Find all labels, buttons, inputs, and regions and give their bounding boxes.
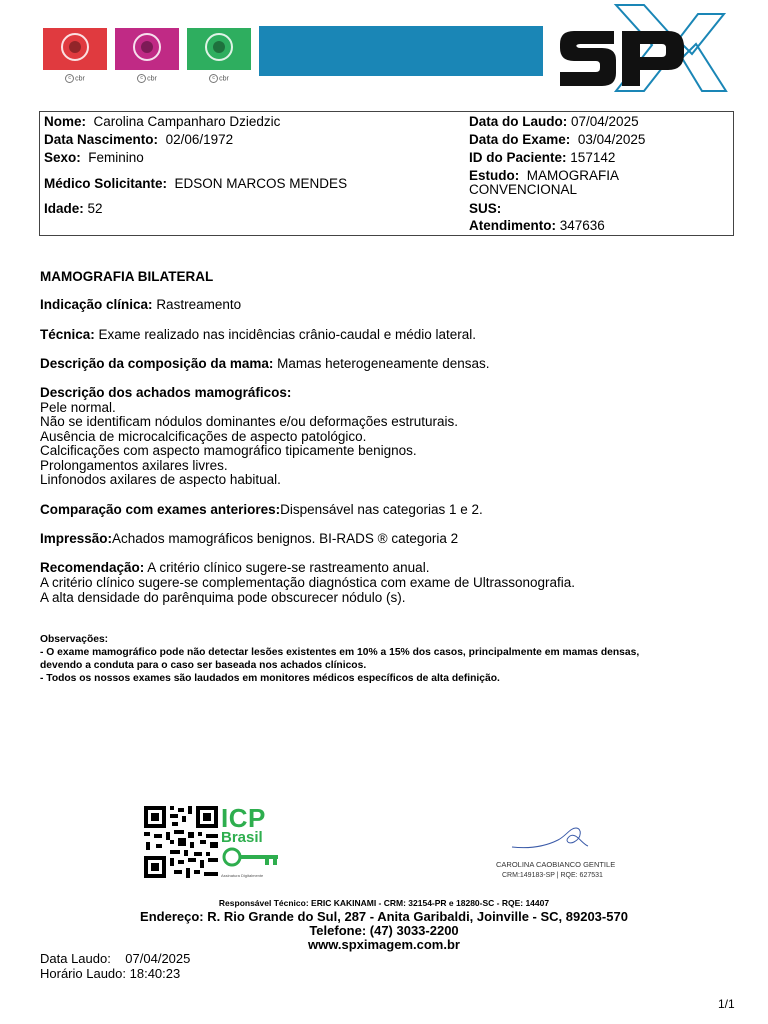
cbr-label: cbr [147,75,157,83]
footer-report-date: Data Laudo: 07/04/2025 [40,951,191,966]
spx-logo [556,2,736,94]
findings-heading: Descrição dos achados mamográficos: [40,385,292,400]
patient-name: Carolina Campanharo Dziedzic [93,114,281,129]
sex-row: Sexo: Feminino [44,150,144,165]
age-value: 52 [87,201,103,216]
age-row: Idade: 52 [44,201,103,216]
patient-info-box [39,111,734,236]
website-link[interactable]: www.spximagem.com.br [308,937,460,952]
signer-crm: CRM:149183-SP | RQE: 627531 [502,872,603,879]
phone: Telefone: (47) 3033-2200 [309,923,459,938]
finding-line: Ausência de microcalcificações de aspecto patológico. [40,429,367,444]
observation-line: - Todos os nossos exames são laudados em monitores médicos específicos de alta definição. [40,673,500,684]
signer-name: CAROLINA CAOBIANCO GENTILE [496,860,616,869]
recommendation-line: A alta densidade do parênquima pode obscurecer nódulo (s). [40,590,406,605]
attendance-row: Atendimento: 347636 [469,218,605,233]
cbr-seal-red [43,28,107,70]
cbr-seal-magenta [115,28,179,70]
finding-line: Linfonodos axilares de aspecto habitual. [40,472,281,487]
exam-date: 03/04/2025 [577,132,646,147]
icp-small-text: Assinatura Digitalmente [221,873,264,878]
requesting-doctor: EDSON MARCOS MENDES [174,176,348,191]
study-value-line1: MAMOGRAFIA [526,168,620,183]
patient-id-row: ID do Paciente: 157142 [469,150,616,165]
patient-name-row: Nome: Carolina Campanharo Dziedzic [44,114,281,129]
sex-value: Feminino [88,150,144,165]
report-title: MAMOGRAFIA BILATERAL [40,269,214,284]
cbr-label: cbr [219,75,229,83]
handwritten-signature [510,822,590,856]
recommendation-line: A critério clínico sugere-se complementação diagnóstica com exame de Ultrassonografia. [40,575,576,590]
sus-row: SUS: [469,201,502,216]
exam-date-row: Data do Exame: 03/04/2025 [469,132,646,147]
cbr-seal-green [187,28,251,70]
observation-line: - O exame mamográfico pode não detectar lesões existentes em 10% a 15% dos casos, principalmente em mamas densas, [40,647,640,658]
birth-date-row: Data Nascimento: 02/06/1972 [44,132,234,147]
qr-code-icon [144,806,218,878]
study-value-line2: CONVENCIONAL [469,182,578,197]
address: Endereço: R. Rio Grande do Sul, 287 - Anita Garibaldi, Joinville - SC, 89203-570 [140,909,628,924]
finding-line: Não se identificam nódulos dominantes e/ou deformações estruturais. [40,414,458,429]
patient-id: 157142 [570,150,616,165]
brasil-text: Brasil [221,829,263,846]
header-blue-bar [259,26,543,76]
observations-title: Observações: [40,634,109,645]
cbr-label: cbr [75,75,85,83]
finding-line: Prolongamentos axilares livres. [40,458,228,473]
breast-composition: Descrição da composição da mama: Mamas heterogeneamente densas. [40,356,490,371]
recommendation: Recomendação: A critério clínico sugere-se rastreamento anual. [40,560,430,575]
report-date: 07/04/2025 [571,114,639,129]
attendance-number: 347636 [559,218,605,233]
impression: Impressão:Achados mamográficos benignos. BI-RADS ® categoria 2 [40,531,459,546]
icp-text: ICP [221,803,266,833]
page-number: 1/1 [718,997,735,1011]
technical-responsible: Responsável Técnico: ERIC KAKINAMI - CRM: 32154-PR e 18280-SC - RQE: 14407 [218,898,550,908]
comparison: Comparação com exames anteriores:Dispensável nas categorias 1 e 2. [40,502,483,517]
icp-brasil-logo [221,803,283,878]
observation-line: devendo a conduta para o caso ser baseada nos achados clínicos. [40,660,367,671]
finding-line: Pele normal. [40,400,116,415]
birth-date: 02/06/1972 [165,132,234,147]
technique: Técnica: Exame realizado nas incidências crânio-caudal e médio lateral. [40,327,476,342]
requesting-doctor-row: Médico Solicitante: EDSON MARCOS MENDES [44,176,348,191]
study-row: Estudo: MAMOGRAFIA [469,168,620,183]
clinical-indication: Indicação clínica: Rastreamento [40,297,242,312]
finding-line: Calcificações com aspecto mamográfico tipicamente benignos. [40,443,417,458]
footer-report-time: Horário Laudo: 18:40:23 [40,966,181,981]
key-icon [221,846,281,868]
report-date-row: Data do Laudo: 07/04/2025 [469,114,639,129]
